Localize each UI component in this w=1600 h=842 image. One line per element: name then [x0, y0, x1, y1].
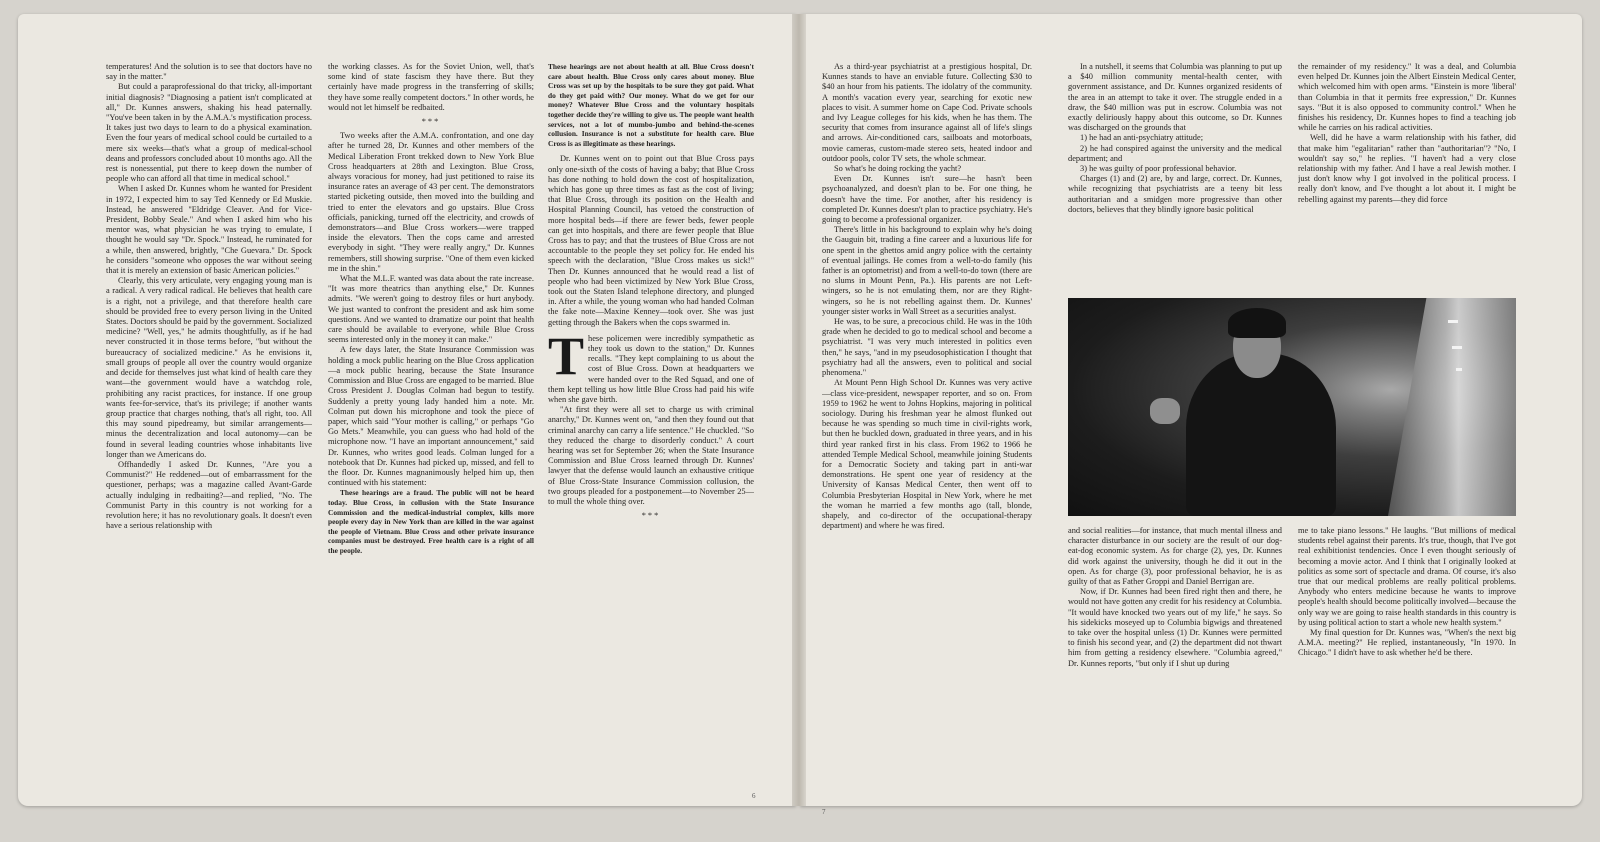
- right-column-2-bottom: [1068, 526, 1282, 756]
- paragraph: Two weeks after the A.M.A. confrontation, and one day after he turned 28, Dr. Kunnes and other members of the Medical Liberation Front trekked down to New York Blue Cross headquarters at 28th and Lexington. Blue Cross, always voracious for money, had just petitioned to raise its insurance rates an average of 43 per cent. The demonstrators started picketing outside, then moved into the building and tried to enter the elevators and go upstairs. Blue Cross officials, panicking, turned off the electricity, and crowds of demonstrators—and Blue Cross workers—were trapped inside the elevators. Then the cops came and arrested everybody in sight. "They were really angry," Dr. Kunnes remembers, still showing surprise. "One of them even kicked me in the shin.": [328, 131, 534, 273]
- list-item: 1) he had an anti-psychiatry attitude;: [1080, 133, 1204, 143]
- section-separator: ***: [641, 511, 661, 521]
- left-column-3: [548, 62, 754, 752]
- right-column-1: [822, 62, 1032, 752]
- hallway: [1388, 298, 1516, 516]
- right-column-3-top: [1298, 62, 1516, 288]
- section-separator: ***: [421, 117, 441, 127]
- left-column-1: [106, 62, 312, 752]
- paragraph: me to take piano lessons." He laughs. "But millions of medical students rebel against their parents. It's true, though, that I've got real exhibitionist tendencies. Once I even thought seriously of becoming a movie actor. And I think that I originally looked at politics as some sort of spectacle and drama. Of course, it's also true that our medical problems are really political problems. Anybody who enters medicine because he wants to improve people's health should become politically involved—because the only way we are going to raise health standards in this country is by using political action to start a whole new health system.": [1298, 526, 1516, 627]
- paragraph: the remainder of my residency." It was a deal, and Columbia even helped Dr. Kunnes join the Albert Einstein Medical Center, which welcomed him with open arms. "Einstein is more 'liberal' than Columbia in that it permits free expression," Dr. Kunnes says. "But it is also opposed to community control." When he finishes his residency, Dr. Kunnes hopes to find a teaching job while he carries on his radical activities.: [1298, 62, 1516, 133]
- paragraph: the working classes. As for the Soviet Union, well, that's some kind of state fascism they have there. But they certainly have made progress in the transferring of skills; they have some really competent doctors." In other words, he would not let himself be redbaited.: [328, 62, 534, 112]
- paragraph: and social realities—for instance, that much mental illness and character disturbance in our society are the result of our dog-eat-dog economic system. As for charge (2), yes, Dr. Kunnes did work against the university, though he did it out in the open. As for charge (3), poor professional behavior, he is as guilty of that as Father Groppi and Daniel Berrigan are.: [1068, 526, 1282, 587]
- paragraph: Now, if Dr. Kunnes had been fired right then and there, he would not have gotten any credit for his residency at Columbia. "It would have knocked two years out of my life," he says. So his sidekicks moseyed up to Columbia bigwigs and threatened to take over the hospital unless (1) Dr. Kunnes were permitted to finish his second year, and (2) the department did not thwart him from getting a residency elsewhere. "Columbia agreed," Dr. Kunnes reports, "but only if I shut up during: [1068, 587, 1282, 668]
- statement-quote: These hearings are not about health at all. Blue Cross doesn't care about health. Blue Cross only cares about money. Blue Cross was set up by the hospitals to be sure they got paid. What do they get paid with? Our money. What do we get for our money? Whatever Blue Cross and the voluntary hospitals together decide they're willing to give us. The people want health services, not a lot of mumbo-jumbo and behind-the-scenes collusion. Insurance is not a substitute for health care. Blue Cross is as illegitimate as these hearings.: [548, 62, 754, 148]
- paragraph: As a third-year psychiatrist at a prestigious hospital, Dr. Kunnes stands to have an enviable future. Collecting $30 to $40 an hour from his patients. The idolatry of the community. A month's vacation every year, searching for exotic new places to visit. A summer home on Cape Cod. Private schools and Ivy League colleges for his kids, when he has them. The security that comes from insurance against all of life's slings and arrows. Air-conditioned cars, sailboats and motorboats, movie cameras, custom-made stereo sets, heated indoor and outdoor pools, color TV sets, the whole schmear.: [822, 62, 1032, 163]
- paragraph: "At first they were all set to charge us with criminal anarchy," Dr. Kunnes went on, "and then they found out that criminal anarchy can carry a life sentence." He chuckled. "So they reduced the charge to disorderly conduct." A court hearing was set for September 26; when the State Insurance Commission and Blue Cross learned through Dr. Kunnes' lawyer that the defense would launch an exhaustive critique of Blue Cross-State Insurance Commission collusion, the two groups pleaded for a postponement—to November 25—to mull the whole thing over.: [548, 405, 754, 507]
- list-item: 2) he had conspired against the university and the medical department; and: [1068, 143, 1282, 163]
- left-column-2: [328, 62, 534, 752]
- drop-cap: T: [548, 325, 585, 386]
- paragraph: temperatures! And the solution is to see that doctors have no say in the matter.": [106, 62, 312, 82]
- ceiling-light: [1452, 346, 1462, 349]
- spine-gutter: [792, 14, 806, 806]
- right-column-2-top: [1068, 62, 1282, 288]
- paragraph-text: hese policemen were incredibly sympathetic as they took us down to the station," Dr. Kunnes recalls. "They kept complaining to us about the cost of Blue Cross. Down at headquarters we were handed over to the Red Squad, and one of them kept telling us how little Blue Cross had paid his wife when she gave birth.: [548, 333, 754, 405]
- right-column-3-bottom: [1298, 526, 1516, 756]
- page-number: 6: [752, 792, 756, 800]
- paragraph: Offhandedly I asked Dr. Kunnes, "Are you a Communist?" He reddened—out of embarrassment for the questioner, perhaps; was a magazine called Avant-Garde actually indulging in redbaiting?—and replied, "No. The Communist Party in this country is not working for a revolution here; it has no revolutionary goals. It doesn't even have a serious relationship with: [106, 459, 312, 531]
- paragraph: So what's he doing rocking the yacht?: [834, 164, 962, 174]
- paragraph: At Mount Penn High School Dr. Kunnes was very active—class vice-president, newspaper reporter, and so on. From 1959 to 1962 he went to Johns Hopkins, majoring in political sociology. During his freshman year he almost flunked out because he was spending so much time in civil-rights work, but then he buckled down, graduated in three years, and in his third year ranked first in his class. From 1962 to 1966 he attended Temple Medical School, meanwhile joining Students for a Democratic Society and taking part in anti-war demonstrations. He spent one year of residency at the University of Kansas Medical Center, then went off to Columbia Presbyterian Hospital in New York, where he met the woman he married a few months ago (tall, blonde, shapely, and co-director of the occupational-therapy department) and where he was fired.: [822, 378, 1032, 531]
- person-hair: [1228, 308, 1286, 338]
- paragraph: Even Dr. Kunnes isn't sure—he hasn't been psychoanalyzed, and doesn't plan to be. For one thing, he doesn't have the time. For another, after his residency is completed Dr. Kunnes doesn't plan to practice psychiatry. He's going to become a professional organizer.: [822, 174, 1032, 225]
- paragraph: Charges (1) and (2) are, by and large, correct. Dr. Kunnes, while recognizing that psychiatrists are a teeny bit less authoritarian and a smidgen more progressive than other doctors, believes that they blindly ignore basic political: [1068, 174, 1282, 214]
- list-item: 3) he was guilty of poor professional behavior.: [1080, 164, 1237, 174]
- ceiling-light: [1456, 368, 1462, 371]
- paragraph: Clearly, this very articulate, very engaging young man is a radical. A very radical radical. He believes that health care is a right, not a privilege, and that therefore health care should be provided free to every person living in the United States. Doctors should be paid by the government. Socialized medicine? "Well, yes," he admits thoughtfully, as if he had never constructed it in those terms before, "but without the bureaucracy of socialized medicine." As he envisions it, small groups of people all over the country would organize and decide for themselves just what kind of health care they want—the government would have a watchdog role, prohibiting any racist practices, for instance. If one group wants fee-for-service, that's its privilege; if another wants group practice that charges nothing, that's all right, too. All this may sound pipedreamy, but similar arrangements—minus the decentralization and local autonomy—can be found in several leading countries whose inhabitants live longer than we Americans do.: [106, 276, 312, 459]
- paragraph: A few days later, the State Insurance Commission was holding a mock public hearing on the Blue Cross application—a mock public hearing, because the State Insurance Commission and Blue Cross are engaged to be married. Blue Cross President J. Douglas Colman had begun to testify. Suddenly a pretty young lady handed him a note. Mr. Colman put down his microphone and took the piece of paper, which said "Your mother is calling," or perhaps "Go Go Mets." Meanwhile, you can guess who had hold of the microphone now. "I have an important announcement," said Dr. Kunnes, who writes good leads. Colman lunged for a notebook that Dr. Kunnes had picked up, missed, and fell to the floor. Dr. Kunnes magnanimously helped him up, then continued with his statement:: [328, 345, 534, 488]
- paragraph: There's little in his background to explain why he's doing the Gauguin bit, trading a fine career and a luxurious life for one spent in the ghettos amid angry police with the certainty of eventual jailings. He comes from a well-to-do family (his father is an optometrist) and from a well-to-do town (there are no slums in Mount Penn, Pa.). His parents are not Left-wingers, so he is not emulating them, nor are they Right-wingers, so he is not rebelling against them. Dr. Kunnes' younger sister works in Wall Street as a securities analyst.: [822, 225, 1032, 316]
- ceiling-light: [1448, 320, 1458, 323]
- photo-dr-kunnes-hallway: [1068, 298, 1516, 516]
- paragraph: [548, 325, 754, 405]
- paragraph: In a nutshell, it seems that Columbia was planning to put up a $40 million community mental-health center, with government assistance, and Dr. Kunnes organized residents of the area in an attempt to take it over. The struggle ended in a draw, the $40 million was put in escrow. Columbia was not exactly deliriously happy about this outcome, so Dr. Kunnes was discharged on the grounds that: [1068, 62, 1282, 133]
- paragraph: My final question for Dr. Kunnes was, "When's the next big A.M.A. meeting?" He replied, instantaneously, "In 1970. In Chicago." I didn't have to ask whether he'd be there.: [1298, 628, 1516, 658]
- person-hand: [1150, 398, 1180, 424]
- page-number: 7: [822, 808, 826, 816]
- paragraph: But could a paraprofessional do that tricky, all-important initial diagnosis? "Diagnosing a patient isn't complicated at all," Dr. Kunnes answers, shaking his head paternally. "You've been taken in by the A.M.A.'s mystification process. It takes just two days to learn to do a physical examination. Even the four years of medical school could be curtailed to a mere six weeks—that's what a group of medical-school deans and professors concluded about 10 months ago. All the rest is nonessential, put there to keep down the number of people who can afford all that time in medical school.": [106, 82, 312, 184]
- statement-quote: These hearings are a fraud. The public will not be heard today. Blue Cross, in collusion with the State Insurance Commission and the medical-industrial complex, kills more people every day in New York than are killed in the war against the people of Vietnam. Blue Cross and other private insurance companies must be destroyed. Free health care is a right of all the people.: [328, 488, 534, 555]
- paragraph: When I asked Dr. Kunnes whom he wanted for President in 1972, I expected him to say Ted Kennedy or Ed Muskie. Instead, he answered "Eldridge Cleaver. And for Vice-President, Bobby Seale." And when I asked him who his mentor was, what physician he was trying to emulate, I thought he would say "Dr. Spock." Instead, he ruminated for a while, then answered, brightly, "Che Guevara." Dr. Spock he considers "someone who opposes the war without seeing that it is merely an extension of basic American policies.": [106, 184, 312, 276]
- paragraph: Well, did he have a warm relationship with his father, did that make him "egalitarian" rather than "authoritarian"? "No, I wouldn't say so," he replies. "I haven't had a very close relationship with my father. And I have a real Jewish mother. I just don't know why I got involved in the political process. I really don't know, and I've thought a lot about it. I might be rebelling against my parents—they did force: [1298, 133, 1516, 204]
- paragraph: Dr. Kunnes went on to point out that Blue Cross pays only one-sixth of the costs of having a baby; that Blue Cross has done nothing to hold down the cost of hospitalization, which has gone up three times as fast as the cost of living; that Blue Cross, through its position on the Health and Hospital Planning Council, has vetoed the construction of more hospital beds—if there are fewer beds, fewer people can get into hospitals, and there are fewer people that Blue Cross has to pay; and that the trustees of Blue Cross are not accountable to the people they set policy for. He ended his speech with the declaration, "Blue Cross makes us sick!" Then Dr. Kunnes announced that he would read a list of people who had been victimized by New York Blue Cross, took out the Staten Island telephone directory, and plunged in. After a while, the young woman who had handed Colman the fake note—Maxine Kenney—took over. She was just getting through the Bakers when the cops swarmed in.: [548, 154, 754, 327]
- paragraph: He was, to be sure, a precocious child. He was in the 10th grade when he decided to go to medical school and become a psychiatrist. "I was very much interested in politics even then," he says, "and in my pseudosophistication I thought that psychiatry had all the answers, even to political and social phenomena.": [822, 317, 1032, 378]
- paragraph: What the M.L.F. wanted was data about the rate increase. "It was more theatrics than anything else," Dr. Kunnes admits. "We weren't going to destroy files or hurt anybody. We just wanted to confront the president and ask him some questions. And we wanted to dramatize our point that health care should be available to everyone, while Blue Cross seems interested only in the money it can make.": [328, 274, 534, 345]
